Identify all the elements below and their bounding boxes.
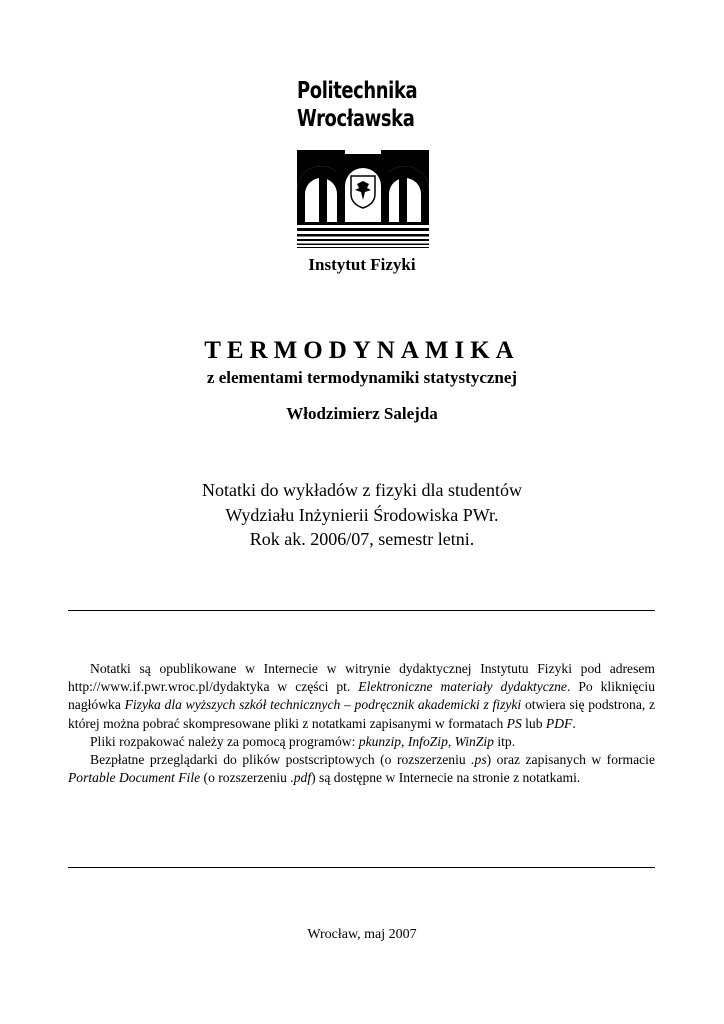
bottom-divider bbox=[68, 867, 655, 868]
place-date: Wrocław, maj 2007 bbox=[307, 927, 417, 942]
document-title: TERMODYNAMIKA bbox=[204, 337, 520, 364]
right-column bbox=[399, 176, 407, 222]
notes-block bbox=[0, 478, 724, 552]
institute-name: Instytut Fizyki bbox=[308, 255, 416, 274]
author-name: Włodzimierz Salejda bbox=[286, 404, 438, 423]
university-emblem bbox=[297, 150, 429, 250]
top-divider bbox=[68, 610, 655, 611]
logo-line1: Politechnika bbox=[297, 78, 418, 104]
info-paragraph-3: Bezpłatne przeglądarki do plików postscriptowych (o rozszerzeniu .ps) oraz zapisanych w formacie Portable Document File (o rozszerzeniu .pdf) są dostępne w Internecie na stronie z notatkami. bbox=[68, 752, 655, 786]
notes-line1: Notatki do wykładów z fizyki dla studentów bbox=[202, 480, 522, 500]
info-paragraph-1: Notatki są opublikowane w Internecie w witrynie dydaktycznej Instytutu Fizyki pod adresem http://www.if.pwr.wroc.pl/dydaktyka w części pt. Elektroniczne materiały dydaktyczne. Po kliknięciu nagłówka Fizyka dla wyższych szkół technicznych – podręcznik akademicki z fizyki otwiera się podstrona, z której można pobrać skompresowane pliki z notatkami zapisanymi w formatach PS lub PDF. bbox=[68, 661, 656, 731]
eagle-shield-icon bbox=[351, 176, 375, 208]
info-paragraph-2: Pliki rozpakować należy za pomocą programów: pkunzip, InfoZip, WinZip itp. bbox=[90, 733, 516, 749]
logo-line2: Wrocławska bbox=[297, 106, 415, 132]
left-column bbox=[319, 176, 327, 222]
notes-line3: Rok ak. 2006/07, semestr letni. bbox=[249, 529, 475, 549]
document-subtitle: z elementami termodynamiki statystycznej bbox=[206, 368, 518, 387]
notes-line2: Wydziału Inżynierii Środowiska PWr. bbox=[225, 504, 499, 525]
info-text bbox=[68, 660, 655, 787]
